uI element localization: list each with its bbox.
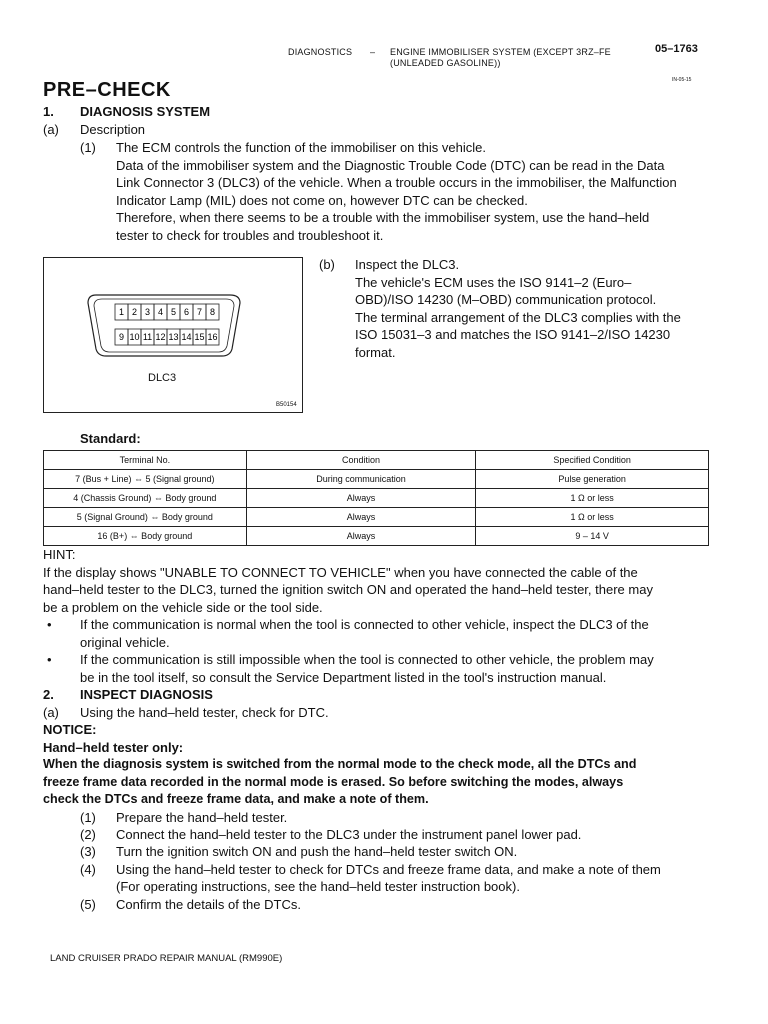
bullet-line: If the communication is still impossible when the tool is connected to other vehicle, the problem may (80, 652, 654, 667)
bullet-line: If the communication is normal when the tool is connected to other vehicle, inspect the DLC3 of the (80, 617, 649, 632)
table-cell: Always (246, 527, 476, 546)
pin-number: 10 (129, 332, 140, 342)
pin-number: 2 (131, 307, 138, 317)
pin-number: 15 (194, 332, 205, 342)
s1-p1-line: Indicator Lamp (MIL) does not come on, however DTC can be checked. (116, 192, 528, 208)
table-row (44, 489, 709, 508)
header-dash: – (370, 47, 376, 57)
s1-b-line: The terminal arrangement of the DLC3 complies with the (355, 309, 681, 325)
hint-line: If the display shows "UNABLE TO CONNECT TO VEHICLE" when you have connected the cable of the (43, 564, 638, 580)
s2-number: 2. (43, 687, 54, 702)
table-cell: 1 Ω or less (476, 508, 709, 527)
pin-number: 8 (209, 307, 216, 317)
footer-manual-title: LAND CRUISER PRADO REPAIR MANUAL (RM990E) (50, 953, 283, 964)
step-label: (1) (80, 810, 96, 825)
pin-number: 7 (196, 307, 203, 317)
pin-number: 16 (207, 332, 218, 342)
step-text: Prepare the hand–held tester. (116, 810, 288, 825)
s2-a-text: Using the hand–held tester, check for DTC. (80, 705, 329, 720)
header-title-line2: (UNLEADED GASOLINE)) (390, 58, 501, 68)
table-cell: During communication (246, 470, 476, 489)
step-label: (4) (80, 862, 96, 877)
s1-b-line: Inspect the DLC3. (355, 257, 460, 272)
page-number: 05–1763 (655, 43, 698, 55)
dlc3-connector-diagram (44, 258, 302, 412)
s1-p1-line: Therefore, when there seems to be a trouble with the immobiliser system, use the hand–held (116, 210, 650, 225)
s1-heading: DIAGNOSIS SYSTEM (80, 104, 211, 119)
s1-number: 1. (43, 104, 54, 119)
notice-block (43, 721, 733, 809)
pin-number: 9 (118, 332, 125, 342)
header-title-line1: ENGINE IMMOBILISER SYSTEM (EXCEPT 3RZ–FE (390, 47, 611, 57)
ref-code: IN-05-15 (672, 77, 692, 83)
hint-line: hand–held tester to the DLC3, turned the ignition switch ON and operated the hand–held tester, there may (43, 582, 653, 597)
hint-block (43, 546, 723, 616)
notice-line: check the DTCs and freeze frame data, and make a note of them. (43, 792, 429, 806)
step-label: (5) (80, 897, 96, 912)
table-cell: 7 (Bus + Line) ⇔ 5 (Signal ground) (44, 470, 247, 489)
table-row (44, 508, 709, 527)
pin-number: 6 (183, 307, 190, 317)
pin-number: 4 (157, 307, 164, 317)
s1-p1-line: Data of the immobiliser system and the Diagnostic Trouble Code (DTC) can be read in the Data (116, 157, 665, 173)
step-text: Confirm the details of the DTCs. (116, 897, 301, 912)
pin-number: 3 (144, 307, 151, 317)
column-header: Specified Condition (476, 451, 709, 470)
figure-caption: DLC3 (148, 372, 177, 384)
s1-p1-label: (1) (80, 140, 96, 155)
table-cell: 9 – 14 V (476, 527, 709, 546)
figure-code: B50154 (276, 402, 297, 408)
dlc3-figure (43, 257, 303, 413)
table-cell: 4 (Chassis Ground) ⇔ Body ground (44, 489, 247, 508)
table-header-row (44, 451, 709, 470)
standard-table (43, 450, 709, 546)
pin-number: 5 (170, 307, 177, 317)
notice-line: freeze frame data recorded in the normal mode is erased. So before switching the modes, always (43, 774, 624, 789)
column-header: Terminal No. (44, 451, 247, 470)
s1-b-line: ISO 15031–3 and matches the ISO 9141–2/ISO 14230 (355, 327, 671, 342)
pin-number: 1 (118, 307, 125, 317)
step-text: (For operating instructions, see the hand–held tester instruction book). (116, 879, 520, 894)
hint-label: HINT: (43, 547, 76, 562)
pin-number: 14 (181, 332, 192, 342)
notice-label: NOTICE: (43, 722, 97, 737)
bullet-line: be in the tool itself, so consult the Service Department listed in the tool's instruction manual. (80, 669, 607, 685)
table-cell: Pulse generation (476, 470, 709, 489)
s1-b-label: (b) (319, 257, 335, 272)
s1-a-text: Description (80, 122, 146, 137)
column-header: Condition (246, 451, 476, 470)
step-label: (2) (80, 827, 96, 842)
table-row (44, 470, 709, 489)
header-section: DIAGNOSTICS (288, 47, 353, 57)
s1-p1-line: The ECM controls the function of the immobiliser on this vehicle. (116, 140, 486, 155)
bullet-icon: • (47, 652, 52, 667)
s1-p1-line: Link Connector 3 (DLC3) of the vehicle. When a trouble occurs in the immobiliser, the Malfunction (116, 175, 677, 190)
table-cell: 1 Ω or less (476, 489, 709, 508)
s2-a-label: (a) (43, 705, 59, 720)
hint-line: be a problem on the vehicle side or the tool side. (43, 599, 323, 615)
s1-b-line: OBD)/ISO 14230 (M–OBD) communication protocol. (355, 292, 657, 307)
table-cell: 16 (B+) ⇔ Body ground (44, 527, 247, 546)
table-cell: Always (246, 489, 476, 508)
table-row (44, 527, 709, 546)
s1-b-line: The vehicle's ECM uses the ISO 9141–2 (Euro– (355, 274, 632, 290)
s1-p1-line: tester to check for troubles and troubleshoot it. (116, 227, 384, 243)
hint-bullet-2 (80, 651, 720, 686)
step-text: Turn the ignition switch ON and push the hand–held tester switch ON. (116, 844, 518, 859)
table-cell: Always (246, 508, 476, 527)
bullet-line: original vehicle. (80, 634, 170, 650)
page-title: PRE–CHECK (43, 79, 171, 101)
s1-p1-body (116, 139, 716, 244)
step-text: Using the hand–held tester to check for DTCs and freeze frame data, and make a note of them (116, 862, 661, 877)
step-label: (3) (80, 844, 96, 859)
notice-subheading: Hand–held tester only: (43, 739, 184, 755)
step-text: Connect the hand–held tester to the DLC3 under the instrument panel lower pad. (116, 827, 582, 842)
s1-b-line: format. (355, 344, 396, 360)
standard-label: Standard: (80, 431, 141, 446)
table-cell: 5 (Signal Ground) ⇔ Body ground (44, 508, 247, 527)
hint-bullet-1 (80, 616, 720, 651)
bullet-icon: • (47, 617, 52, 632)
s1-a-label: (a) (43, 122, 59, 137)
pin-number: 11 (142, 332, 153, 342)
pin-number: 12 (155, 332, 166, 342)
notice-line: When the diagnosis system is switched from the normal mode to the check mode, all the DTCs and (43, 757, 637, 771)
s2-heading: INSPECT DIAGNOSIS (80, 687, 213, 702)
pin-number: 13 (168, 332, 179, 342)
s1-b-body (355, 256, 715, 361)
